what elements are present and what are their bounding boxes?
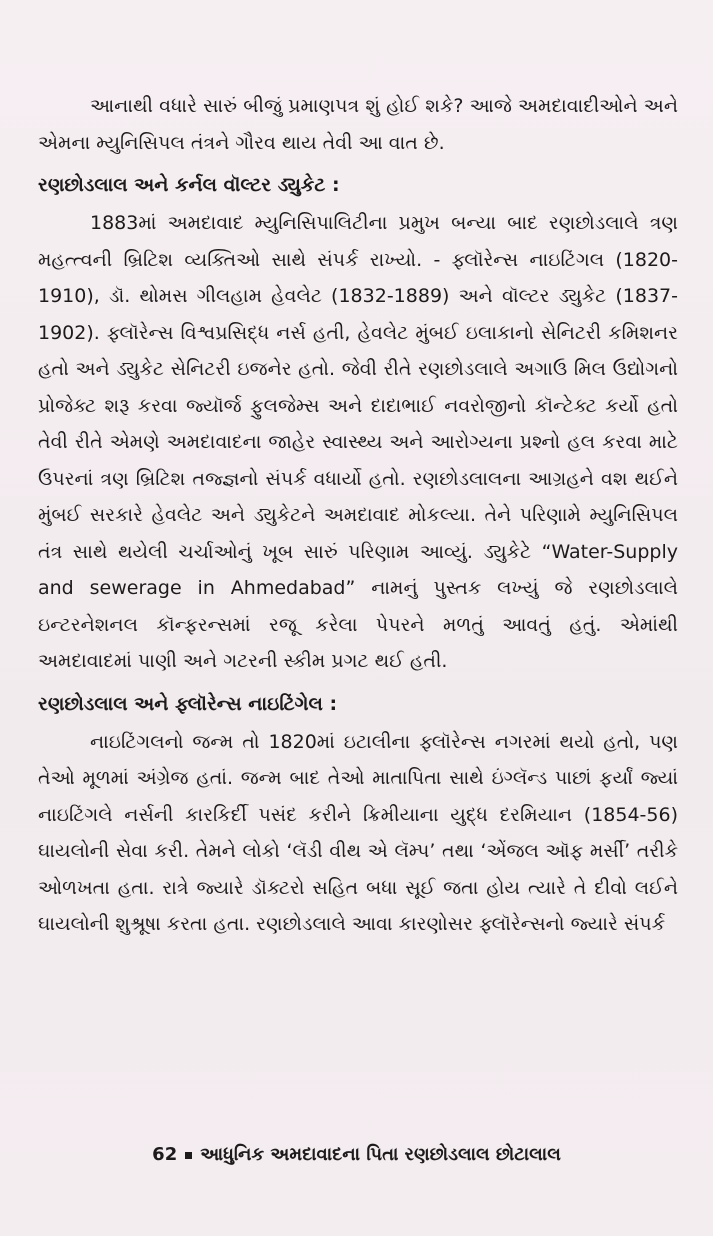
square-bullet-icon <box>185 1152 192 1159</box>
page-footer <box>0 1144 713 1165</box>
section-heading-nightingale: રણછોડલાલ અને ફ્લૉરેન્સ નાઇટિંગેલ : <box>38 692 338 715</box>
paragraph-certificate: આનાથી વધારે સારું બીજું પ્રમાણપત્ર શું હોઈ શકે? આજે અમદાવાદીઓને અને એમના મ્યુનિસિપલ તંત્રને ગૌરવ થાય તેવી આ વાત છે. <box>38 95 678 154</box>
running-book-title: આધુનિક અમદાવાદના પિતા રણછોડલાલ છોટાલાલ <box>200 1144 561 1165</box>
section-heading-ducat: રણછોડલાલ અને કર્નલ વૉલ્ટર ડ્યુકેટ : <box>38 174 340 196</box>
paragraph-nightingale: નાઇટિંગલનો જન્મ તો 1820માં ઇટાલીના ફ્લૉરેન્સ નગરમાં થયો હતો, પણ તેઓ મૂળમાં અંગ્રેજ હતાં. જન્મ બાદ તેઓ માતાપિતા સાથે ઇંગ્લૅન્ડ પાછાં ફર્યાં જ્યાં નાઇટિંગલે નર્સની કારકિર્દી પસંદ કરીને ક્રિમીયાના યુદ્ધ દરમિયાન (1854-56) ઘાયલોની સેવા કરી. તેમને લોકો ‘લૅડી વીથ એ લૅમ્પ’ તથા ‘એંજલ ઑફ મર્સી’ તરીકે ઓળખતા હતા. રાત્રે જ્યારે ડૉક્ટરો સહિત બધા સૂઈ જતા હોય ત્યારે તે દીવો લઈને ઘાયલોની શુશ્રૂષા કરતા હતા. રણછોડલાલે આવા કારણોસર ફ્લૉરેન્સનો જ્યારે સંપર્ક <box>38 730 678 935</box>
page-body <box>38 88 678 943</box>
page-number: 62 <box>152 1144 178 1165</box>
paragraph-ducat: 1883માં અમદાવાદ મ્યુનિસિપાલિટીના પ્રમુખ બન્યા બાદ રણછોડલાલે ત્રણ મહત્ત્વની બ્રિટિશ વ્યક્તિઓ સાથે સંપર્ક રાખ્યો. - ફ્લૉરેન્સ નાઇટિંગલ (1820-1910), ડૉ. થોમસ ગીલહામ હેવલેટ (1832-1889) અને વૉલ્ટર ડ્યુકેટ (1837-1902). ફ્લૉરેન્સ વિશ્વપ્રસિદ્ધ નર્સ હતી, હેવલેટ મુંબઈ ઇલાકાનો સેનિટરી કમિશનર હતો અને ડ્યુકેટ સેનિટરી ઇજનેર હતો. જેવી રીતે રણછોડલાલે અગાઉ મિલ ઉદ્યોગનો પ્રોજેક્ટ શરૂ કરવા જ્યૉર્જ ફુલજેમ્સ અને દાદાભાઈ નવરોજીનો કૉન્ટેક્ટ કર્યો હતો તેવી રીતે એમણે અમદાવાદના જાહેર સ્વાસ્થ્ય અને આરોગ્યના પ્રશ્નો હલ કરવા માટે ઉપરનાં ત્રણ બ્રિટિશ તજ્જ્ઞનો સંપર્ક વધાર્યો હતો. રણછોડલાલના આગ્રહને વશ થઈને મુંબઈ સરકારે હેવલેટ અને ડ્યુકેટને અમદાવાદ મોકલ્યા. તેને પરિણામે મ્યુનિસિપલ તંત્ર સાથે થયેલી ચર્ચાઓનું ખૂબ સારું પરિણામ આવ્યું. ડ્યુકેટે “Water-Supply and sewerage in Ahmedabad” નામનું પુસ્તક લખ્યું જે રણછોડલાલે ઇન્ટરનેશનલ કૉન્ફરન્સમાં રજૂ કરેલા પેપરને મળતું આવતું હતું. એમાંથી અમદાવાદમાં પાણી અને ગટરની સ્કીમ પ્રગટ થઈ હતી. <box>38 212 678 672</box>
